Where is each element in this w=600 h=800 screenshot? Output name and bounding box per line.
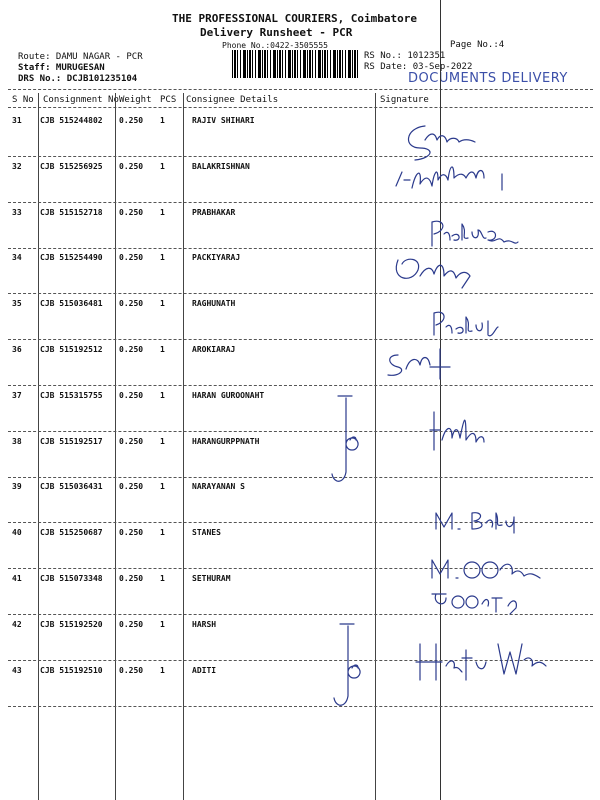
row-consignee: RAGHUNATH [192, 299, 236, 308]
rs-number: RS No.: 1012351 [364, 51, 446, 61]
row-pcs: 1 [160, 437, 165, 446]
col-header-signature: Signature [380, 95, 429, 105]
row-consignee: PACKIYARAJ [192, 253, 241, 262]
row-sno: 37 [12, 391, 22, 400]
row-consignee: HARSH [192, 620, 217, 629]
row-separator [8, 706, 593, 707]
document-title: THE PROFESSIONAL COURIERS, Coimbatore [172, 12, 418, 25]
row-consignment-no: CJB 515073348 [40, 574, 103, 583]
row-pcs: 1 [160, 345, 165, 354]
row-consignee: HARAN GUROONAHT [192, 391, 265, 400]
header-bottom-rule [8, 107, 593, 108]
staff-label: Staff: MURUGESAN [18, 63, 105, 73]
signature-image [426, 588, 536, 616]
row-pcs: 1 [160, 208, 165, 217]
row-sno: 36 [12, 345, 22, 354]
row-consignment-no: CJB 515036481 [40, 299, 103, 308]
drs-number: DRS No.: DCJB101235104 [18, 74, 138, 84]
row-weight: 0.250 [119, 437, 144, 446]
row-separator [8, 385, 593, 386]
row-consignment-no: CJB 515192517 [40, 437, 103, 446]
row-separator [8, 156, 593, 157]
col-header-weight: Weight [119, 95, 152, 105]
signature-image [390, 158, 520, 198]
row-pcs: 1 [160, 253, 165, 262]
row-consignment-no: CJB 515315755 [40, 391, 103, 400]
signature-image [395, 118, 505, 163]
signature-image [428, 305, 508, 341]
row-pcs: 1 [160, 391, 165, 400]
row-consignee: STANES [192, 528, 221, 537]
row-weight: 0.250 [119, 528, 144, 537]
row-sno: 39 [12, 482, 22, 491]
row-pcs: 1 [160, 116, 165, 125]
row-pcs: 1 [160, 299, 165, 308]
row-consignment-no: CJB 515192520 [40, 620, 103, 629]
col-header-consignment: Consignment No [43, 95, 119, 105]
rs-date: RS Date: 03-Sep-2022 [364, 62, 473, 72]
signature-image [426, 400, 496, 455]
col-header-pcs: PCS [160, 95, 177, 105]
col-header-sno: S No [12, 95, 34, 105]
row-sno: 41 [12, 574, 22, 583]
signature-image [424, 212, 534, 252]
phone-number: Phone No.:0422-3505555 [222, 41, 328, 50]
document-subtitle: Delivery Runsheet - PCR [200, 26, 353, 39]
header-top-rule [8, 89, 593, 90]
row-weight: 0.250 [119, 162, 144, 171]
signature-image [330, 620, 380, 710]
row-sno: 31 [12, 116, 22, 125]
row-consignee: NARAYANAN S [192, 482, 245, 491]
row-consignment-no: CJB 515036431 [40, 482, 103, 491]
row-sno: 35 [12, 299, 22, 308]
row-weight: 0.250 [119, 299, 144, 308]
row-separator [8, 202, 593, 203]
row-consignee: PRABHAKAR [192, 208, 236, 217]
row-pcs: 1 [160, 482, 165, 491]
signature-image [328, 392, 378, 487]
row-sno: 42 [12, 620, 22, 629]
row-weight: 0.250 [119, 208, 144, 217]
signature-image [384, 345, 464, 381]
row-separator [8, 431, 593, 432]
row-weight: 0.250 [119, 345, 144, 354]
row-consignment-no: CJB 515256925 [40, 162, 103, 171]
row-consignment-no: CJB 515250687 [40, 528, 103, 537]
row-pcs: 1 [160, 666, 165, 675]
row-pcs: 1 [160, 528, 165, 537]
row-pcs: 1 [160, 162, 165, 171]
row-weight: 0.250 [119, 391, 144, 400]
row-sno: 34 [12, 253, 22, 262]
row-sno: 40 [12, 528, 22, 537]
row-weight: 0.250 [119, 574, 144, 583]
row-consignment-no: CJB 515192510 [40, 666, 103, 675]
row-consignee: SETHURAM [192, 574, 231, 583]
barcode-icon [232, 50, 358, 78]
row-pcs: 1 [160, 620, 165, 629]
page-number: Page No.:4 [450, 40, 505, 50]
row-pcs: 1 [160, 574, 165, 583]
row-weight: 0.250 [119, 253, 144, 262]
row-weight: 0.250 [119, 482, 144, 491]
row-sno: 43 [12, 666, 22, 675]
row-weight: 0.250 [119, 116, 144, 125]
documents-delivery-stamp: DOCUMENTS DELIVERY [408, 71, 568, 86]
col-header-consignee: Consignee Details [186, 95, 279, 105]
row-consignment-no: CJB 515192512 [40, 345, 103, 354]
row-consignee: ADITI [192, 666, 217, 675]
signature-image [428, 550, 548, 584]
row-weight: 0.250 [119, 620, 144, 629]
signature-image [392, 250, 482, 290]
row-consignment-no: CJB 515152718 [40, 208, 103, 217]
row-sno: 32 [12, 162, 22, 171]
row-weight: 0.250 [119, 666, 144, 675]
row-consignment-no: CJB 515254490 [40, 253, 103, 262]
row-consignee: BALAKRISHNAN [192, 162, 250, 171]
row-consignee: AROKIARAJ [192, 345, 236, 354]
route-label: Route: DAMU NAGAR - PCR [18, 52, 143, 62]
row-separator [8, 477, 593, 478]
row-sno: 38 [12, 437, 22, 446]
row-consignee: RAJIV SHIHARI [192, 116, 255, 125]
row-consignment-no: CJB 515244802 [40, 116, 103, 125]
row-consignee: HARANGURPPNATH [192, 437, 260, 446]
signature-image [432, 505, 522, 535]
row-separator [8, 293, 593, 294]
row-sno: 33 [12, 208, 22, 217]
signature-image [412, 636, 552, 686]
